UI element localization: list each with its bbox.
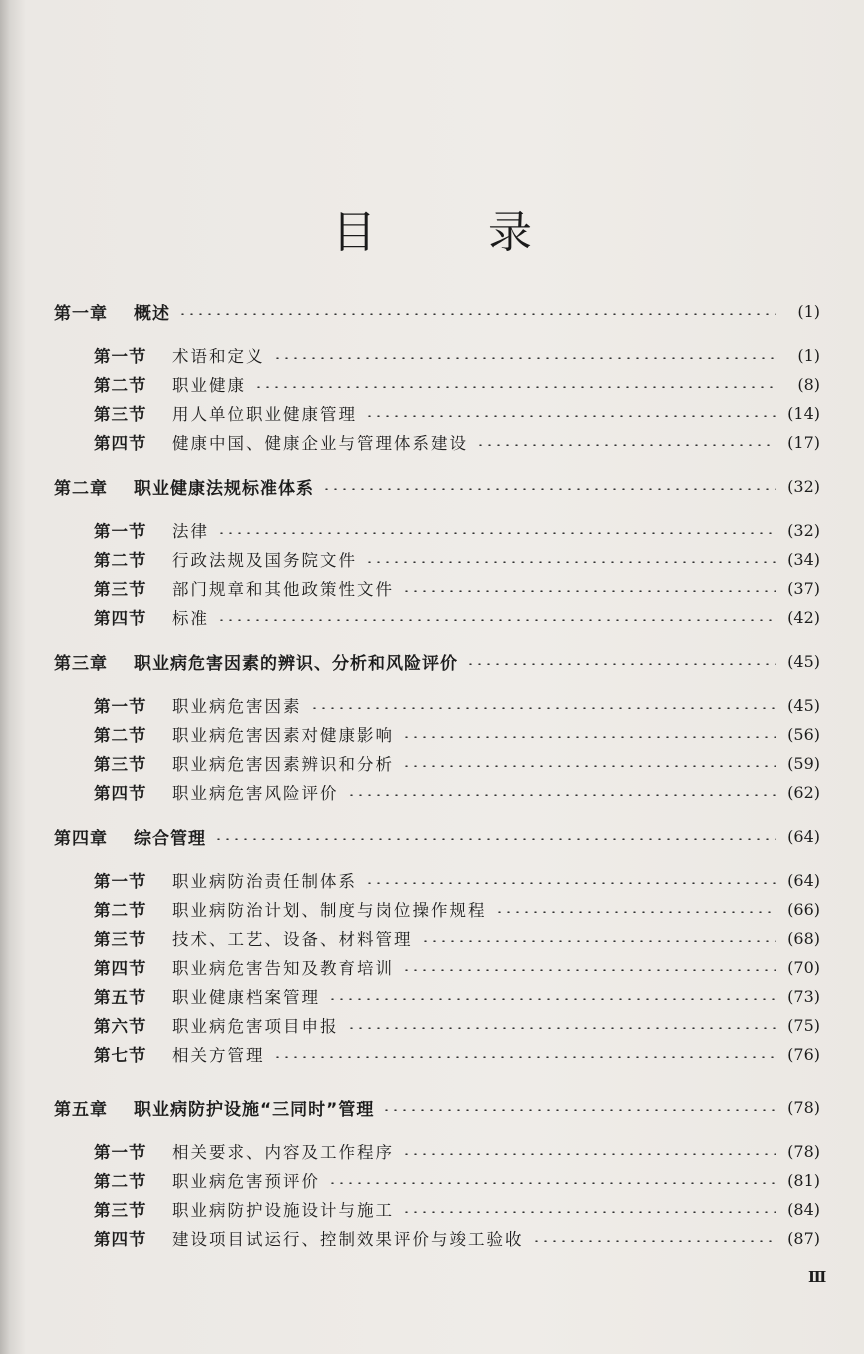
section-title: 职业健康档案管理: [172, 988, 320, 1007]
toc-chapter-entry: [54, 471, 820, 501]
section-title: 职业病危害项目申报: [172, 1017, 339, 1036]
toc-section-entry: [54, 427, 820, 457]
section-number: 第三节: [94, 1201, 147, 1220]
dot-leader: [365, 882, 776, 884]
chapter-title: 综合管理: [134, 828, 206, 849]
dot-leader: [466, 663, 776, 665]
dot-leader: [402, 590, 776, 592]
page-number: (76): [787, 1044, 820, 1064]
section-title: 术语和定义: [172, 347, 265, 366]
section-number: 第三节: [94, 405, 147, 424]
dot-leader: [310, 707, 777, 709]
section-number: 第三节: [94, 755, 147, 774]
section-number: 第一节: [94, 347, 147, 366]
page-number: (1): [797, 301, 820, 321]
section-title: 职业病防治责任制体系: [172, 872, 357, 891]
toc-section-entry: [54, 865, 820, 895]
section-title: 相关要求、内容及工作程序: [172, 1143, 394, 1162]
dot-leader: [402, 1153, 776, 1155]
toc-section-entry: [54, 1194, 820, 1224]
dot-leader: [495, 911, 777, 913]
toc-section-entry: [54, 515, 820, 545]
page-number: (14): [787, 403, 820, 423]
page-number: (37): [787, 578, 820, 598]
dot-leader: [273, 357, 777, 359]
chapter-title: 职业病危害因素的辨识、分析和风险评价: [134, 653, 458, 674]
page-title: [0, 196, 864, 260]
section-title: 技术、工艺、设备、材料管理: [172, 930, 413, 949]
page-number: (73): [787, 986, 820, 1006]
page-number: (17): [787, 432, 820, 452]
section-number: 第三节: [94, 580, 147, 599]
page-number: (78): [787, 1141, 820, 1161]
toc-section-entry: [54, 894, 820, 924]
section-number: 第二节: [94, 901, 147, 920]
section-title: 职业病危害因素对健康影响: [172, 726, 394, 745]
toc-chapter-entry: [54, 296, 820, 326]
section-title: 职业病危害风险评价: [172, 784, 339, 803]
section-number: 第二节: [94, 376, 147, 395]
page-number: (70): [787, 957, 820, 977]
dot-leader: [402, 736, 776, 738]
section-title: 用人单位职业健康管理: [172, 405, 357, 424]
toc-section-entry: [54, 602, 820, 632]
toc-section-entry: [54, 544, 820, 574]
section-title: 相关方管理: [172, 1046, 265, 1065]
page-number: (78): [787, 1097, 820, 1117]
chapter-title: 职业病防护设施“三同时”管理: [134, 1099, 375, 1120]
page-number: (87): [787, 1228, 820, 1248]
dot-leader: [347, 1027, 777, 1029]
dot-leader: [273, 1056, 777, 1058]
toc-section-entry: [54, 777, 820, 807]
chapter-number: 第四章: [54, 828, 108, 849]
page-number: (59): [787, 753, 820, 773]
section-title: 职业病危害因素: [172, 697, 302, 716]
dot-leader: [532, 1240, 777, 1242]
toc-section-entry: [54, 1010, 820, 1040]
toc-section-entry: [54, 690, 820, 720]
section-number: 第四节: [94, 784, 147, 803]
section-title: 职业病危害告知及教育培训: [172, 959, 394, 978]
page-number: (32): [787, 476, 820, 496]
dot-leader: [382, 1109, 776, 1111]
dot-leader: [254, 386, 776, 388]
page-number: (34): [787, 549, 820, 569]
dot-leader: [365, 415, 776, 417]
toc-section-entry: [54, 748, 820, 778]
page-number: (42): [787, 607, 820, 627]
toc-section-entry: [54, 1223, 820, 1253]
section-number: 第二节: [94, 726, 147, 745]
section-title: 建设项目试运行、控制效果评价与竣工验收: [172, 1230, 524, 1249]
toc-section-entry: [54, 340, 820, 370]
section-number: 第四节: [94, 1230, 147, 1249]
dot-leader: [328, 998, 776, 1000]
chapter-title: 职业健康法规标准体系: [134, 478, 314, 499]
page-number: (45): [787, 695, 820, 715]
chapter-number: 第三章: [54, 653, 108, 674]
toc-chapter-entry: [54, 646, 820, 676]
section-title: 部门规章和其他政策性文件: [172, 580, 394, 599]
section-number: 第四节: [94, 434, 147, 453]
toc-chapter-entry: [54, 1092, 820, 1122]
dot-leader: [402, 1211, 776, 1213]
page-folio: Ⅲ: [808, 1268, 827, 1286]
section-title: 职业病危害预评价: [172, 1172, 320, 1191]
section-number: 第七节: [94, 1046, 147, 1065]
chapter-title: 概述: [134, 303, 170, 324]
toc-section-entry: [54, 952, 820, 982]
toc-section-entry: [54, 573, 820, 603]
toc-section-entry: [54, 923, 820, 953]
page-number: (81): [787, 1170, 820, 1190]
section-number: 第一节: [94, 1143, 147, 1162]
section-title: 行政法规及国务院文件: [172, 551, 357, 570]
section-number: 第三节: [94, 930, 147, 949]
page-number: (32): [787, 520, 820, 540]
dot-leader: [217, 619, 776, 621]
chapter-number: 第五章: [54, 1099, 108, 1120]
toc-section-entry: [54, 1165, 820, 1195]
section-number: 第六节: [94, 1017, 147, 1036]
section-number: 第二节: [94, 1172, 147, 1191]
page-number: (45): [787, 651, 820, 671]
section-title: 法律: [172, 522, 209, 541]
toc-chapter-entry: [54, 821, 820, 851]
section-number: 第四节: [94, 959, 147, 978]
page-number: (1): [797, 345, 820, 365]
dot-leader: [476, 444, 776, 446]
toc-section-entry: [54, 398, 820, 428]
section-number: 第一节: [94, 697, 147, 716]
dot-leader: [217, 532, 776, 534]
section-number: 第五节: [94, 988, 147, 1007]
section-number: 第一节: [94, 522, 147, 541]
dot-leader: [214, 838, 776, 840]
section-number: 第一节: [94, 872, 147, 891]
section-title: 职业病防治计划、制度与岗位操作规程: [172, 901, 487, 920]
dot-leader: [347, 794, 777, 796]
page-number: (75): [787, 1015, 820, 1035]
chapter-number: 第二章: [54, 478, 108, 499]
dot-leader: [402, 969, 776, 971]
toc-section-entry: [54, 981, 820, 1011]
toc-section-entry: [54, 1136, 820, 1166]
section-number: 第四节: [94, 609, 147, 628]
page-number: (66): [787, 899, 820, 919]
section-number: 第二节: [94, 551, 147, 570]
dot-leader: [322, 488, 776, 490]
dot-leader: [421, 940, 777, 942]
chapter-number: 第一章: [54, 303, 108, 324]
dot-leader: [178, 313, 776, 315]
toc-section-entry: [54, 719, 820, 749]
dot-leader: [402, 765, 776, 767]
section-title: 标准: [172, 609, 209, 628]
section-title: 职业健康: [172, 376, 246, 395]
dot-leader: [365, 561, 776, 563]
section-title: 职业病防护设施设计与施工: [172, 1201, 394, 1220]
section-title: 健康中国、健康企业与管理体系建设: [172, 434, 468, 453]
page-number: (68): [787, 928, 820, 948]
page-number: (84): [787, 1199, 820, 1219]
title-char-2: 录: [488, 207, 532, 258]
page-number: (8): [797, 374, 820, 394]
section-title: 职业病危害因素辨识和分析: [172, 755, 394, 774]
toc-section-entry: [54, 369, 820, 399]
page-number: (62): [787, 782, 820, 802]
page-number: (56): [787, 724, 820, 744]
title-char-1: 目: [332, 207, 376, 258]
toc-section-entry: [54, 1039, 820, 1069]
page-number: (64): [787, 870, 820, 890]
dot-leader: [328, 1182, 776, 1184]
page-number: (64): [787, 826, 820, 846]
